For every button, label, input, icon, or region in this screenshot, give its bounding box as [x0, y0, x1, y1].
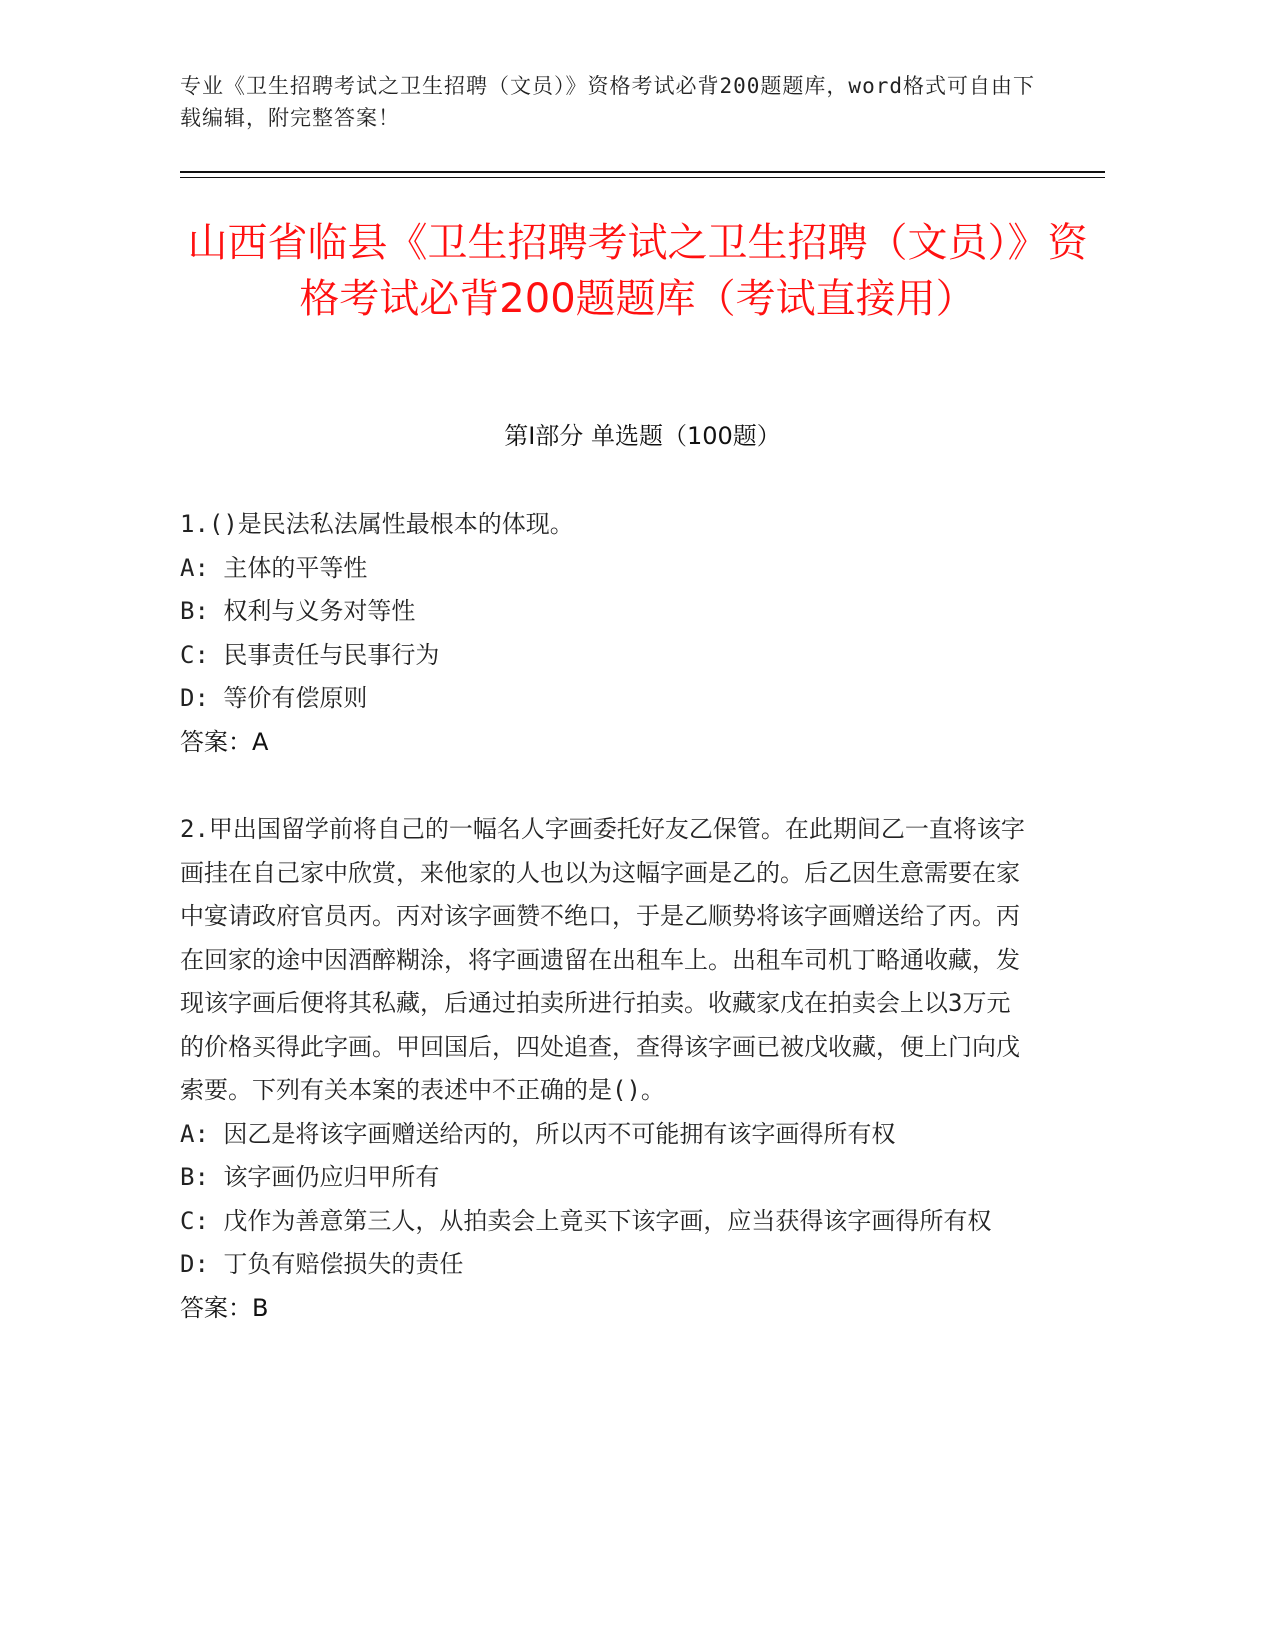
header-divider-thin — [180, 177, 1105, 178]
option-a: A: 主体的平等性 — [180, 553, 368, 582]
option-c: C: 民事责任与民事行为 — [180, 640, 440, 669]
answer: 答案：B — [180, 1293, 269, 1322]
question-stem: 2.甲出国留学前将自己的一幅名人字画委托好友乙保管。在此期间乙一直将该字画挂在自己家中欣赏，来他家的人也以为这幅字画是乙的。后乙因生意需要在家中宴请政府官员丙。丙对该字画赞不绝口，于是乙顺势将该字画赠送给了丙。丙在回家的途中因酒醉糊涂，将字画遗留在出租车上。出租车司机丁略通收藏，发现该字画后便将其私藏，后通过拍卖所进行拍卖。收藏家戊在拍卖会上以3万元的价格买得此字画。甲回国后，四处追查，查得该字画已被戊收藏，便上门向戊索要。下列有关本案的表述中不正确的是()。 — [180, 815, 1025, 1104]
question-2 — [180, 808, 1030, 1330]
section-title: 第Ⅰ部分 单选题（100题） — [504, 422, 781, 450]
option-b: B: 权利与义务对等性 — [180, 597, 416, 625]
option-d: D: 等价有偿原则 — [180, 684, 368, 712]
option-d: D: 丁负有赔偿损失的责任 — [180, 1250, 464, 1278]
question-1 — [180, 503, 1030, 764]
header-note: 专业《卫生招聘考试之卫生招聘（文员）》资格考试必背200题题库，word格式可自由下载编辑，附完整答案！ — [180, 74, 1035, 130]
document-title: 山西省临县《卫生招聘考试之卫生招聘（文员）》资格考试必背200题题库（考试直接用） — [187, 220, 1088, 322]
header-divider-thick — [180, 171, 1105, 173]
option-b: B: 该字画仍应归甲所有 — [180, 1163, 440, 1191]
question-stem: 1.()是民法私法属性最根本的体现。 — [180, 510, 574, 538]
option-a: A: 因乙是将该字画赠送给丙的，所以丙不可能拥有该字画得所有权 — [180, 1119, 896, 1148]
option-c: C: 戊作为善意第三人，从拍卖会上竟买下该字画，应当获得该字画得所有权 — [180, 1206, 992, 1235]
answer: 答案：A — [180, 727, 269, 756]
